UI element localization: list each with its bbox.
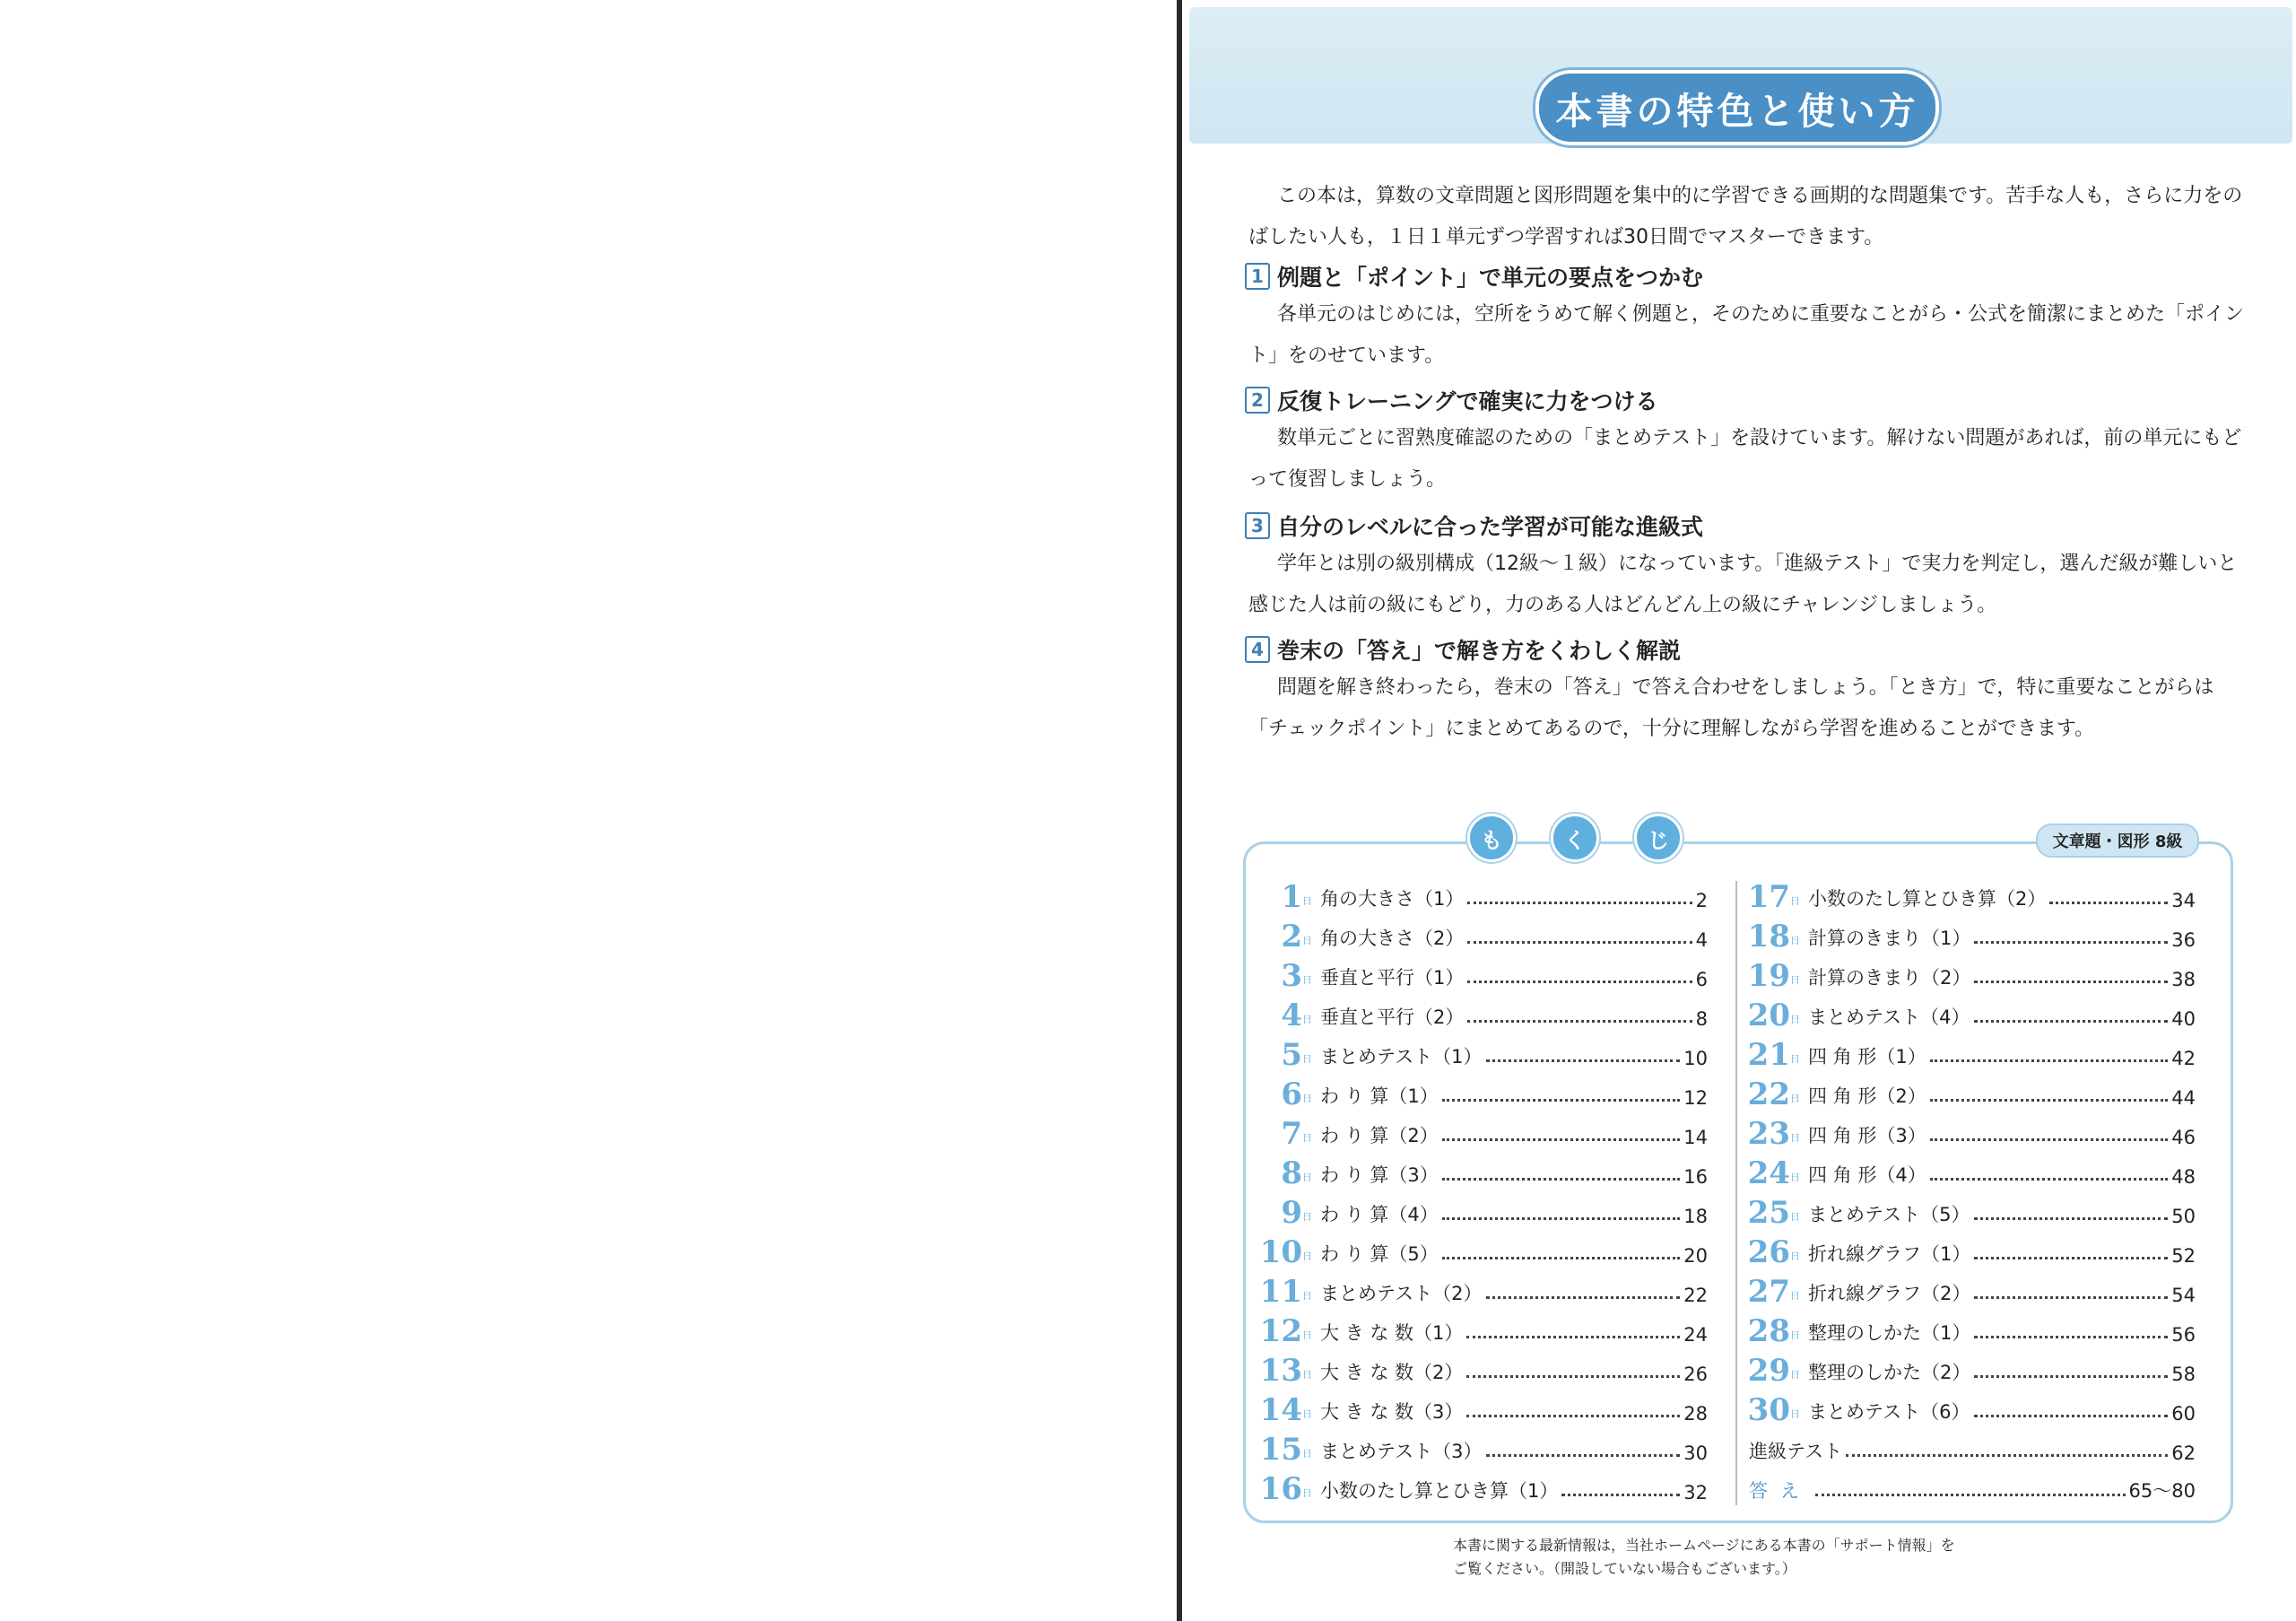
toc-day-number: 21 (1747, 1037, 1790, 1073)
toc-leader-dots (1974, 1216, 2169, 1220)
toc-entry-title: 四 角 形（4） (1808, 1164, 1926, 1186)
toc-day-number: 1 (1281, 879, 1302, 915)
toc-entry-title: 大 き な 数（1） (1320, 1322, 1464, 1344)
toc-page-number: 6 (1695, 969, 1708, 990)
toc-day-number: 27 (1747, 1274, 1790, 1310)
toc-page-number: 10 (1683, 1048, 1708, 1069)
toc-row (1259, 1112, 1708, 1152)
toc-entry-title: 答え (1749, 1480, 1812, 1502)
toc-row (1747, 954, 2196, 994)
toc-banner-ku: く (1551, 814, 1599, 862)
toc-day-number: 10 (1259, 1234, 1302, 1270)
toc-day-number: 9 (1281, 1195, 1302, 1231)
toc-leader-dots (1930, 1098, 2169, 1102)
toc-day-number: 2 (1281, 919, 1302, 954)
toc-page-number: 2 (1695, 890, 1708, 911)
toc-row (1259, 1152, 1708, 1191)
toc-day-number: 6 (1281, 1076, 1302, 1112)
toc-page-number: 38 (2171, 969, 2196, 990)
toc-day-suffix: 日 (1302, 1053, 1312, 1065)
toc-leader-dots (1442, 1256, 1681, 1259)
toc-page-number: 42 (2171, 1048, 2196, 1069)
toc-leader-dots (1467, 1019, 1692, 1023)
toc-day-suffix: 日 (1302, 1369, 1312, 1381)
toc-row (1259, 1231, 1708, 1270)
toc-entry-title: 小数のたし算とひき算（1） (1320, 1480, 1559, 1502)
toc-left-column (1259, 876, 1708, 1507)
toc-entry-title: まとめテスト（6） (1808, 1401, 1970, 1423)
toc-row (1259, 1389, 1708, 1428)
toc-page-number: 24 (1683, 1324, 1708, 1346)
toc-day-suffix: 日 (1790, 974, 1800, 986)
toc-entry-title: わ り 算（5） (1320, 1243, 1439, 1265)
toc-entry-title: 計算のきまり（1） (1808, 928, 1971, 949)
toc-page-number: 58 (2171, 1364, 2196, 1385)
toc-leader-dots (2049, 901, 2168, 904)
toc-row (1747, 1349, 2196, 1389)
toc-leader-dots (1466, 1414, 1680, 1417)
toc-entry-title: 四 角 形（3） (1808, 1125, 1926, 1146)
toc-entry-title: わ り 算（3） (1320, 1164, 1439, 1186)
toc-day-number: 16 (1259, 1471, 1302, 1507)
toc-leader-dots (1974, 1335, 2168, 1338)
toc-day-number: 26 (1747, 1234, 1790, 1270)
toc-entry-title: 角の大きさ（1） (1320, 888, 1465, 910)
toc-row (1259, 1033, 1708, 1073)
footer-note (1453, 1534, 2027, 1581)
section-body-3: 学年とは別の級別構成（12級～１級）になっています。「進級テスト」で実力を判定し，選んだ級が難しいと感じた人は前の級にもどり，力のある人はどんどん上の級にチャレンジしましょう。 (1248, 553, 2238, 616)
toc-page-number: 40 (2171, 1008, 2196, 1030)
toc-leader-dots (1846, 1453, 2168, 1457)
toc-entry-title: 角の大きさ（2） (1320, 928, 1465, 949)
page-title: 本書の特色と使い方 (1535, 70, 1939, 145)
toc-leader-dots (1466, 1374, 1680, 1378)
toc-row (1747, 1191, 2196, 1231)
toc-page-number: 18 (1683, 1206, 1708, 1227)
toc-page-number: 50 (2171, 1206, 2196, 1227)
toc-day-number: 28 (1747, 1313, 1790, 1349)
toc-row (1747, 1112, 2196, 1152)
toc-entry-title: 整理のしかた（2） (1808, 1362, 1971, 1383)
toc-leader-dots (1974, 980, 2168, 983)
toc-leader-dots (1486, 1059, 1681, 1062)
toc-row (1747, 1033, 2196, 1073)
section-heading-text-1: 例題と「ポイント」で単元の要点をつかむ (1277, 265, 1704, 291)
toc-leader-dots (1974, 1374, 2168, 1378)
toc-leader-dots (1974, 940, 2168, 944)
toc-page-number: 8 (1695, 1008, 1708, 1030)
toc-day-number: 14 (1259, 1392, 1302, 1428)
toc-leader-dots (1930, 1059, 2169, 1062)
toc-day-suffix: 日 (1302, 1093, 1312, 1104)
toc-leader-dots (1561, 1493, 1680, 1496)
toc-entry-title: まとめテスト（1） (1320, 1046, 1483, 1068)
toc-day-number: 11 (1259, 1274, 1302, 1310)
right-page (1182, 0, 2296, 1621)
toc-page-number: 28 (1683, 1403, 1708, 1425)
toc-entry-title: 進級テスト (1749, 1441, 1843, 1462)
toc-right-column (1747, 876, 2196, 1507)
toc-row (1259, 1428, 1708, 1468)
toc-page-number: 56 (2171, 1324, 2196, 1346)
toc-day-suffix: 日 (1790, 1329, 1800, 1341)
section-number-3: 3 (1245, 512, 1270, 539)
toc-day-suffix: 日 (1790, 1053, 1800, 1065)
toc-leader-dots (1486, 1453, 1681, 1457)
toc-row (1259, 1310, 1708, 1349)
toc-day-number: 15 (1259, 1432, 1302, 1468)
toc-entry-title: わ り 算（2） (1320, 1125, 1439, 1146)
toc-level-tag: 文章題・図形 8級 (2036, 824, 2199, 858)
toc-row (1259, 1468, 1708, 1507)
intro-paragraph: この本は，算数の文章問題と図形問題を集中的に学習できる画期的な問題集です。苦手な人も，さらに力をのばしたい人も，１日１単元ずつ学習すれば30日間でマスターできます。 (1248, 185, 2243, 248)
toc-entry-title: まとめテスト（4） (1808, 1007, 1970, 1028)
toc-entry-title: 垂直と平行（1） (1320, 967, 1465, 989)
toc-page-number: 65～80 (2128, 1480, 2196, 1502)
toc-leader-dots (1974, 1256, 2168, 1259)
toc-leader-dots (1486, 1295, 1681, 1299)
toc-row (1747, 1073, 2196, 1112)
section-heading-4 (1245, 633, 1681, 666)
section-heading-text-4: 巻末の「答え」で解き方をくわしく解説 (1277, 638, 1682, 664)
toc-row (1747, 1152, 2196, 1191)
toc-page-number: 32 (1683, 1482, 1708, 1503)
toc-leader-dots (1930, 1177, 2169, 1181)
toc-day-suffix: 日 (1302, 935, 1312, 946)
toc-entry-title: 四 角 形（2） (1808, 1085, 1926, 1107)
toc-day-number: 23 (1747, 1116, 1790, 1152)
toc-row (1259, 1073, 1708, 1112)
toc-day-suffix: 日 (1302, 1014, 1312, 1025)
section-number-2: 2 (1245, 387, 1270, 414)
toc-entry-title: 計算のきまり（2） (1808, 967, 1971, 989)
toc-row (1259, 954, 1708, 994)
toc-day-number: 13 (1259, 1353, 1302, 1389)
toc-day-number: 7 (1281, 1116, 1302, 1152)
toc-page-number: 48 (2171, 1166, 2196, 1188)
section-body-1: 各単元のはじめには，空所をうめて解く例題と，そのために重要なことがら・公式を簡潔にまとめた「ポイント」をのせています。 (1248, 303, 2245, 367)
section-heading-2 (1245, 384, 1658, 416)
toc-page-number: 30 (1683, 1442, 1708, 1464)
toc-row (1747, 994, 2196, 1033)
toc-row (1747, 1389, 2196, 1428)
toc-leader-dots (1815, 1493, 2126, 1496)
toc-leader-dots (1974, 1414, 2169, 1417)
toc-day-number: 19 (1747, 958, 1790, 994)
toc-page-number: 34 (2171, 890, 2196, 911)
toc-entry-title: 小数のたし算とひき算（2） (1808, 888, 2047, 910)
toc-leader-dots (1442, 1137, 1681, 1141)
toc-page-number: 16 (1683, 1166, 1708, 1188)
toc-day-number: 29 (1747, 1353, 1790, 1389)
toc-day-suffix: 日 (1790, 1251, 1800, 1262)
section-heading-text-3: 自分のレベルに合った学習が可能な進級式 (1277, 514, 1704, 540)
section-number-1: 1 (1245, 263, 1270, 290)
toc-day-suffix: 日 (1302, 1408, 1312, 1420)
toc-row (1259, 1191, 1708, 1231)
toc-day-number: 4 (1281, 998, 1302, 1033)
toc-entry-title: 四 角 形（1） (1808, 1046, 1926, 1068)
toc-day-suffix: 日 (1302, 1132, 1312, 1144)
toc-entry-title: 折れ線グラフ（1） (1808, 1243, 1971, 1265)
toc-day-number: 30 (1747, 1392, 1790, 1428)
toc-entry-title: 大 き な 数（3） (1320, 1401, 1464, 1423)
toc-day-suffix: 日 (1790, 935, 1800, 946)
toc-leader-dots (1467, 940, 1692, 944)
toc-entry-title: わ り 算（4） (1320, 1204, 1439, 1225)
toc-row (1747, 876, 2196, 915)
toc-day-suffix: 日 (1790, 1408, 1800, 1420)
toc-entry-title: 整理のしかた（1） (1808, 1322, 1971, 1344)
toc-leader-dots (1467, 980, 1692, 983)
toc-row (1259, 1270, 1708, 1310)
footer-line-1: 本書に関する最新情報は，当社ホームページにある本書の「サポート情報」を (1453, 1537, 1955, 1554)
toc-page-number: 22 (1683, 1285, 1708, 1306)
toc-page-number: 26 (1683, 1364, 1708, 1385)
toc-day-suffix: 日 (1790, 1211, 1800, 1223)
toc-day-number: 20 (1747, 998, 1790, 1033)
toc-page-number: 14 (1683, 1127, 1708, 1148)
toc-leader-dots (1974, 1019, 2169, 1023)
toc-leader-dots (1466, 1335, 1680, 1338)
toc-day-number: 18 (1747, 919, 1790, 954)
toc-page-number: 44 (2171, 1087, 2196, 1109)
toc-page-number: 12 (1683, 1087, 1708, 1109)
toc-day-number: 3 (1281, 958, 1302, 994)
toc-day-number: 5 (1281, 1037, 1302, 1073)
toc-day-suffix: 日 (1790, 1290, 1800, 1302)
toc-page-number: 4 (1695, 929, 1708, 951)
toc-entry-title: まとめテスト（3） (1320, 1441, 1483, 1462)
toc-day-number: 17 (1747, 879, 1790, 915)
toc-row (1259, 994, 1708, 1033)
toc-leader-dots (1930, 1137, 2169, 1141)
toc-page-number: 36 (2171, 929, 2196, 951)
toc-page-number: 62 (2171, 1442, 2196, 1464)
footer-line-2: ご覧ください。（開設していない場合もございます。） (1453, 1560, 1796, 1577)
toc-day-suffix: 日 (1302, 895, 1312, 907)
toc-leader-dots (1974, 1295, 2168, 1299)
toc-row (1259, 876, 1708, 915)
toc-day-suffix: 日 (1302, 1329, 1312, 1341)
toc-page-number: 20 (1683, 1245, 1708, 1267)
toc-leader-dots (1442, 1177, 1681, 1181)
toc-row (1747, 1231, 2196, 1270)
toc-row (1259, 1349, 1708, 1389)
toc-row (1747, 915, 2196, 954)
toc-leader-dots (1442, 1098, 1681, 1102)
section-number-4: 4 (1245, 636, 1270, 663)
toc-leader-dots (1467, 901, 1692, 904)
toc-day-suffix: 日 (1302, 1487, 1312, 1499)
toc-day-suffix: 日 (1790, 1132, 1800, 1144)
toc-page-number: 46 (2171, 1127, 2196, 1148)
toc-row (1747, 1310, 2196, 1349)
toc-banner (1467, 815, 1683, 861)
toc-entry-title: まとめテスト（5） (1808, 1204, 1970, 1225)
toc-entry-title: 垂直と平行（2） (1320, 1007, 1465, 1028)
toc-day-number: 12 (1259, 1313, 1302, 1349)
toc-row (1747, 1270, 2196, 1310)
toc-page-number: 54 (2171, 1285, 2196, 1306)
toc-day-suffix: 日 (1790, 895, 1800, 907)
toc-row (1259, 915, 1708, 954)
toc-day-suffix: 日 (1790, 1014, 1800, 1025)
toc-banner-mo: も (1467, 814, 1516, 862)
toc-banner-ji: じ (1634, 814, 1683, 862)
toc-day-suffix: 日 (1790, 1369, 1800, 1381)
toc-page-number: 52 (2171, 1245, 2196, 1267)
toc-day-suffix: 日 (1302, 1448, 1312, 1460)
section-heading-text-2: 反復トレーニングで確実に力をつける (1277, 388, 1658, 414)
toc-day-suffix: 日 (1790, 1172, 1800, 1183)
toc-day-suffix: 日 (1302, 1290, 1312, 1302)
section-heading-1 (1245, 260, 1703, 292)
toc-day-suffix: 日 (1302, 974, 1312, 986)
toc-entry-title: 大 き な 数（2） (1320, 1362, 1464, 1383)
toc-day-suffix: 日 (1302, 1211, 1312, 1223)
toc-entry-title: わ り 算（1） (1320, 1085, 1439, 1107)
toc-day-number: 8 (1281, 1155, 1302, 1191)
toc-entry-title: 折れ線グラフ（2） (1808, 1283, 1971, 1304)
toc-day-number: 25 (1747, 1195, 1790, 1231)
toc-day-suffix: 日 (1302, 1251, 1312, 1262)
section-heading-3 (1245, 510, 1703, 542)
section-body-4: 問題を解き終わったら，巻末の「答え」で答え合わせをしましょう。「とき方」で，特に重要なことがらは「チェックポイント」にまとめてあるので，十分に理解しながら学習を進めることができます。 (1248, 676, 2214, 740)
section-body-2: 数単元ごとに習熟度確認のための「まとめテスト」を設けています。解けない問題があれば，前の単元にもどって復習しましょう。 (1248, 427, 2242, 491)
toc-divider (1735, 881, 1737, 1505)
toc-leader-dots (1442, 1216, 1681, 1220)
toc-day-suffix: 日 (1302, 1172, 1312, 1183)
toc-day-number: 22 (1747, 1076, 1790, 1112)
toc-day-suffix: 日 (1790, 1093, 1800, 1104)
toc-day-number: 24 (1747, 1155, 1790, 1191)
toc-page-number: 60 (2171, 1403, 2196, 1425)
toc-extra-row (1747, 1428, 2196, 1468)
toc-extra-row (1747, 1468, 2196, 1507)
toc-entry-title: まとめテスト（2） (1320, 1283, 1483, 1304)
